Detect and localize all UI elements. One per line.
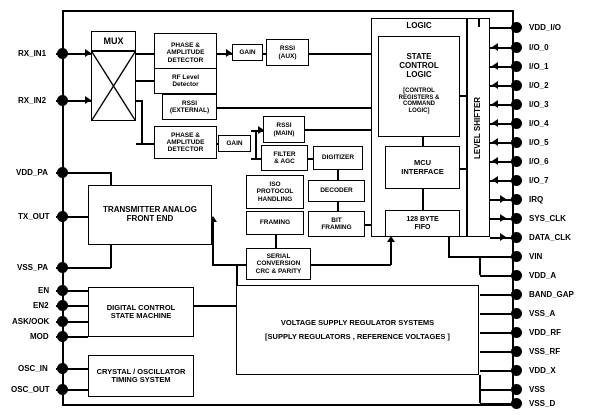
pin-label-io-5: I/O_5	[529, 138, 549, 147]
wire-vss-d-stub	[480, 403, 512, 405]
wire-en-stub	[56, 290, 88, 292]
pad-vdd-rf	[511, 327, 522, 338]
pad-io-7	[511, 175, 522, 186]
bit-framing-line2: FRAMING	[321, 224, 352, 231]
wire-vdd-io-down	[478, 18, 480, 27]
wire-rssi-aux-to-logic	[309, 53, 371, 55]
block-rssi-main	[263, 116, 305, 143]
wire-mux-out-top	[136, 53, 154, 55]
wire-framing-to-serial	[275, 235, 277, 248]
wire-vdd-pa-stub	[56, 172, 66, 174]
block-bit-framing	[308, 211, 365, 237]
arrow-io-1-in	[492, 62, 498, 70]
wire-supply-bus-right	[479, 256, 481, 275]
block-mux-switch	[91, 51, 136, 121]
wire-vss-a-stub	[480, 313, 512, 315]
wire-mux-out-bot	[136, 143, 154, 145]
wire-rx-in2-stub	[56, 100, 66, 102]
vsr-line1: VOLTAGE SUPPLY REGULATOR SYSTEMS	[280, 318, 435, 328]
xtal-line1: CRYSTAL / OSCILLATOR	[96, 366, 186, 376]
tx-afe-line1: TRANSMITTER ANALOG	[103, 205, 197, 215]
filter-agc-line2: & AGC	[274, 158, 295, 165]
block-digitizer: DIGITIZER	[313, 146, 363, 170]
wire-osc-out-stub	[56, 389, 88, 391]
pad-io-3	[511, 99, 522, 110]
block-level-shifter: LEVEL SHIFTER	[467, 18, 490, 237]
phase-amp-aux-line3: DETECTOR	[167, 56, 204, 64]
arrow-io-5-in	[492, 138, 498, 146]
rssi-aux-line1: RSSI	[279, 45, 296, 53]
pad-vdd-x	[511, 365, 522, 376]
block-rf-level-detector	[154, 68, 217, 94]
arrow-io-3-in	[492, 100, 498, 108]
pin-label-vss-pa: VSS_PA	[17, 263, 48, 272]
pad-band-gap	[511, 289, 522, 300]
arrow-irq-out	[500, 195, 506, 203]
pin-label-vdd-pa: VDD_PA	[16, 168, 48, 177]
pad-io-1	[511, 61, 522, 72]
wire-rx-in1-stub	[56, 53, 66, 55]
block-voltage-supply-regulator	[236, 285, 479, 375]
state-line2: CONTROL	[399, 60, 439, 70]
pin-label-vss-a: VSS_A	[529, 309, 556, 318]
pad-irq	[511, 194, 522, 205]
wire-digitizer-to-decoder	[337, 170, 339, 180]
block-decoder: DECODER	[308, 180, 365, 202]
wire-decoder-to-bitframing	[337, 202, 339, 211]
arrow-io-6-in	[492, 157, 498, 165]
mcu-line1: MCU	[413, 158, 432, 168]
fifo-line2: FIFO	[414, 223, 431, 231]
block-gain-main: GAIN	[218, 135, 251, 152]
serial-line3: CRC & PARITY	[255, 267, 302, 275]
wire-mux-out-mid	[136, 80, 154, 82]
pin-label-io-6: I/O_6	[529, 157, 549, 166]
wire-band-gap-stub	[480, 294, 512, 296]
pin-label-osc-in: OSC_IN	[18, 364, 48, 373]
xtal-line2: TIMING SYSTEM	[111, 375, 171, 384]
block-filter-agc	[261, 145, 308, 171]
wire-supply-bus-right2	[479, 375, 481, 403]
pin-label-io-1: I/O_1	[529, 62, 549, 71]
block-phase-amplitude-detector-aux	[154, 33, 217, 73]
arrow-io-2-in	[492, 81, 498, 89]
tx-afe-line2: FRONT END	[126, 214, 174, 223]
wire-logic-to-levelshifter-2	[460, 168, 467, 170]
pin-label-data-clk: DATA_CLK	[529, 233, 571, 242]
pad-io-2	[511, 80, 522, 91]
mux-cross-icon	[92, 52, 135, 120]
wire-vdd-pa-down	[110, 172, 112, 186]
block-fifo	[385, 210, 460, 237]
block-rssi-aux	[266, 39, 309, 66]
wire-vss-pa-up	[110, 245, 112, 268]
wire-vss-rf-stub	[480, 351, 512, 353]
pad-data-clk	[511, 232, 522, 243]
ctrl-line4: LOGIC]	[408, 108, 430, 115]
block-serial-conversion	[246, 248, 311, 280]
wire-supply-to-logic	[448, 256, 480, 258]
arrow-sys-clk-out	[500, 214, 506, 222]
block-transmitter-analog-front-end	[88, 185, 212, 245]
pad-vss	[511, 384, 522, 395]
phase-amp-main-line1: PHASE &	[171, 131, 200, 139]
wire-ask-ook-stub	[56, 321, 88, 323]
wire-logic-to-levelshifter-1	[460, 95, 467, 97]
wire-vdd-a-stub	[480, 275, 512, 277]
wire-rxin2-bus	[136, 100, 142, 102]
pin-label-io-2: I/O_2	[529, 81, 549, 90]
pad-vdd-io	[511, 22, 522, 33]
pad-io-6	[511, 156, 522, 167]
pin-label-band-gap: BAND_GAP	[529, 290, 574, 299]
wire-supply-left-riser	[236, 264, 238, 286]
wire-gain-main-down	[255, 143, 257, 159]
pin-label-vss-rf: VSS_RF	[529, 347, 561, 356]
wire-vdd-rf-stub	[480, 332, 512, 334]
pad-vdd-a	[511, 270, 522, 281]
vsr-line2: [SUPPLY REGULATORS , REFERENCE VOLTAGES ]	[265, 331, 450, 341]
ctrl-line1: [CONTROL	[403, 87, 435, 94]
pin-label-vin: VIN	[529, 252, 543, 261]
rssi-main-line2: (MAIN)	[273, 129, 295, 137]
wire-serial-to-tx-v	[212, 220, 214, 264]
wire-mux-down-bus	[141, 100, 143, 144]
pin-label-ask-ook: ASK/OOK	[12, 317, 50, 326]
wire-dcsm-to-supply-h	[194, 305, 236, 307]
pin-label-osc-out: OSC_OUT	[11, 385, 50, 394]
state-line1: STATE	[406, 52, 432, 61]
block-iso-protocol-handling	[246, 175, 304, 209]
serial-line2: CONVERSION	[256, 260, 301, 268]
bit-framing-line1: BIT	[331, 216, 342, 224]
ctrl-line2: REGISTERS &	[398, 94, 440, 101]
block-gain-aux: GAIN	[232, 44, 263, 61]
logic-title: LOGIC	[406, 21, 432, 30]
ctrl-line3: COMMAND	[403, 101, 435, 108]
phase-amp-main-line3: DETECTOR	[167, 146, 204, 154]
iso-line1: ISO	[269, 181, 281, 189]
pin-label-en2: EN2	[33, 301, 49, 310]
wire-rssi-main-to-logic	[305, 129, 371, 131]
block-crystal-oscillator	[88, 355, 194, 397]
filter-agc-line1: FILTER	[273, 150, 296, 158]
block-rssi-external	[162, 94, 217, 120]
pad-vin	[511, 251, 522, 262]
fifo-line1: 128 BYTE	[406, 215, 439, 223]
wire-vdd-io-stub	[490, 27, 512, 29]
rf-level-line1: RF Level	[171, 73, 200, 81]
block-phase-amplitude-detector-main	[154, 126, 217, 159]
pad-vss-rf	[511, 346, 522, 357]
block-digital-control-state-machine	[88, 287, 194, 337]
wire-serial-to-fifo-v	[390, 240, 392, 265]
rssi-main-line1: RSSI	[276, 122, 292, 130]
wire-tx-out-wire	[66, 216, 89, 218]
pad-vss-a	[511, 308, 522, 319]
wire-serial-to-tx-h	[212, 264, 247, 266]
wire-vss-pa-stub	[56, 267, 66, 269]
wire-vin-stub	[480, 256, 512, 258]
pin-label-mod: MOD	[30, 332, 49, 341]
block-framing: FRAMING	[246, 211, 304, 235]
iso-line3: HANDLING	[257, 195, 293, 203]
phase-amp-main-line2: AMPLITUDE	[166, 138, 205, 146]
phase-amp-aux-line2: AMPLITUDE	[166, 49, 205, 57]
wire-en2-stub	[56, 305, 88, 307]
phase-amp-aux-line1: PHASE &	[171, 42, 200, 50]
wire-osc-in-stub	[56, 368, 88, 370]
rssi-ext-line2: (EXTERNAL)	[169, 107, 210, 114]
arrow-io-7-in	[492, 176, 498, 184]
wire-vdd-x-stub	[480, 370, 512, 372]
arrow-io-0-in	[492, 43, 498, 51]
wire-state-to-mcu	[422, 137, 424, 146]
iso-line2: PROTOCOL	[256, 188, 294, 196]
pin-label-irq: IRQ	[529, 195, 544, 204]
pad-vss-d	[511, 398, 522, 409]
mcu-line2: INTERFACE	[401, 166, 444, 176]
dcsm-line2: STATE MACHINE	[110, 311, 172, 320]
block-mcu-interface	[385, 146, 460, 189]
block-mux-label: MUX	[91, 31, 136, 51]
wire-vss-pa-to-tx	[66, 267, 111, 269]
wire-gain-main-up	[255, 130, 257, 143]
wire-vss-stub	[480, 389, 512, 391]
pin-label-vdd-a: VDD_A	[529, 271, 557, 280]
pad-io-5	[511, 137, 522, 148]
wire-supply-to-logic-v	[448, 237, 450, 257]
pad-io-0	[511, 42, 522, 53]
pin-label-io-7: I/O_7	[529, 176, 549, 185]
pin-label-en: EN	[38, 286, 50, 295]
pad-sys-clk	[511, 213, 522, 224]
wire-vdd-pa-to-tx	[66, 172, 111, 174]
dcsm-line1: DIGITAL CONTROL	[106, 302, 176, 312]
pin-label-rx-in2: RX_IN2	[18, 96, 47, 105]
block-state-control-logic	[378, 36, 460, 137]
pin-label-io-4: I/O_4	[529, 119, 549, 128]
pin-label-vss: VSS	[529, 385, 546, 394]
pad-io-4	[511, 118, 522, 129]
rf-level-line2: Detector	[172, 81, 199, 88]
wire-serial-to-fifo-h	[311, 264, 391, 266]
wire-tx-out-stub	[56, 216, 66, 218]
arrow-data-clk-out	[500, 233, 506, 241]
state-line3: LOGIC	[406, 69, 432, 79]
pin-label-sys-clk: SYS_CLK	[529, 214, 566, 223]
pin-label-vdd-rf: VDD_RF	[529, 328, 562, 337]
pin-label-vdd-x: VDD_X	[529, 366, 556, 375]
wire-mcu-to-fifo	[422, 189, 424, 210]
wire-rssi-ext-to-logic	[217, 107, 371, 109]
wire-mod-stub	[56, 336, 88, 338]
pin-label-vdd-io: VDD_I/O	[529, 23, 562, 32]
rssi-aux-line2: (AUX)	[278, 52, 297, 60]
pin-label-io-3: I/O_3	[529, 100, 549, 109]
pin-label-rx-in1: RX_IN1	[18, 49, 47, 58]
pin-label-tx-out: TX_OUT	[18, 212, 50, 221]
arrow-io-4-in	[492, 119, 498, 127]
rssi-ext-line1: RSSI	[181, 99, 198, 107]
serial-line1: SERIAL	[266, 253, 291, 261]
pin-label-io-0: I/O_0	[529, 43, 549, 52]
pin-label-vss-d: VSS_D	[529, 399, 556, 408]
